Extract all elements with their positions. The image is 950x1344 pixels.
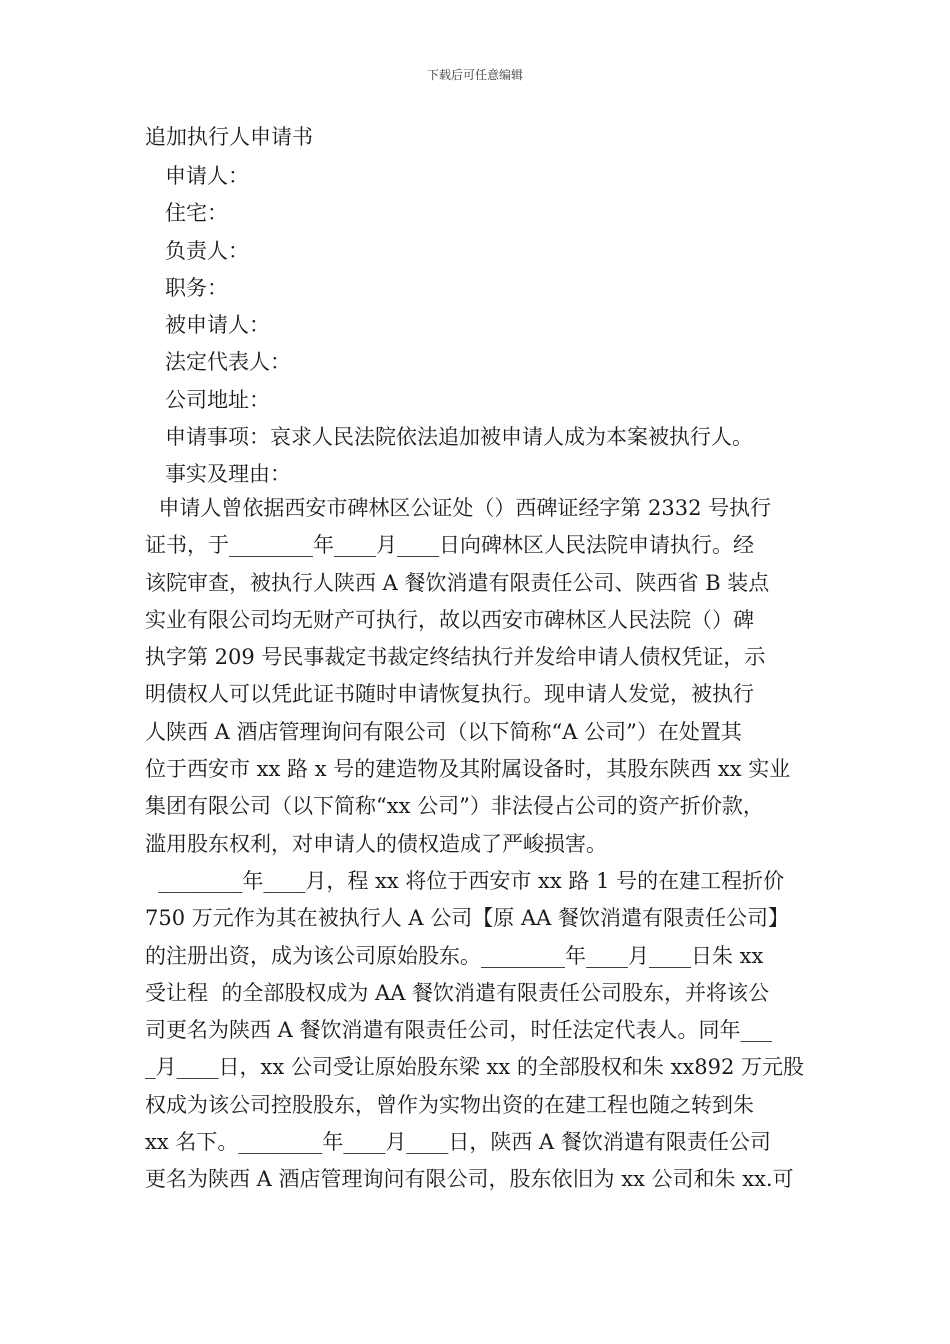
field-position: 职务： [165,275,228,300]
body-line: xx 名下。________年____月____日，陕西 A 餐饮消遣有限责任公司 [145,1130,771,1155]
body-line: 集团有限公司（以下简称“xx 公司”）非法侵占公司的资产折价款， [145,794,764,819]
body-line: ________年____月，程 xx 将位于西安市 xx 路 1 号的在建工程折价 [145,868,785,893]
body-line: 滥用股东权利，对申请人的债权造成了严峻损害。 [145,831,607,856]
body-line: 更名为陕西 A 酒店管理询问有限公司，股东依旧为 xx 公司和朱 xx.可 [145,1167,794,1192]
field-legal-representative: 法定代表人： [165,350,291,375]
body-line: 该院审查，被执行人陕西 A 餐饮消遣有限责任公司、陕西省 B 装点 [145,570,770,595]
field-residence: 住宅： [165,201,228,226]
field-respondent: 被申请人： [165,313,270,338]
body-line: 执字第 209 号民事裁定书裁定终结执行并发给申请人债权凭证，示 [145,645,766,670]
body-line: 实业有限公司均无财产可执行，故以西安市碑林区人民法院（）碑 [145,607,754,632]
body-line: 证书，于________年____月____日向碑林区人民法院申请执行。经 [145,533,754,558]
body-line: 明债权人可以凭此证书随时申请恢复执行。现申请人发觉，被执行 [145,682,754,707]
body-line: 750 万元作为其在被执行人 A 公司【原 AA 餐饮消遣有限责任公司】 [145,906,789,931]
field-person-in-charge: 负责人： [165,238,249,263]
field-facts-and-reasons: 事实及理由： [165,462,291,487]
body-text [145,490,804,1199]
document-title: 追加执行人申请书 [145,125,313,149]
body-line: 位于西安市 xx 路 x 号的建造物及其附属设备时，其股东陕西 xx 实业 [145,757,791,782]
body-line: _月____日，xx 公司受让原始股东梁 xx 的全部股权和朱 xx892 万元股 [145,1055,805,1080]
page-header: 下载后可任意编辑 [426,68,523,82]
body-line: 申请人曾依据西安市碑林区公证处（）西碑证经字第 2332 号执行 [145,496,772,520]
body-line: 司更名为陕西 A 餐饮消遣有限责任公司，时任法定代表人。同年___ [145,1018,773,1043]
applicant-fields [165,158,753,494]
body-line: 的注册出资，成为该公司原始股东。________年____月____日朱 xx [145,943,764,968]
body-line: 受让程 的全部股权成为 AA 餐饮消遣有限责任公司股东，并将该公 [145,980,770,1005]
body-line: 权成为该公司控股股东，曾作为实物出资的在建工程也随之转到朱 [145,1092,754,1117]
field-applicant: 申请人： [165,164,249,188]
field-company-address: 公司地址： [165,387,270,412]
field-application-matters: 申请事项：哀求人民法院依法追加被申请人成为本案被执行人。 [165,425,753,450]
body-line: 人陕西 A 酒店管理询问有限公司（以下简称“A 公司”）在处置其 [145,719,742,744]
